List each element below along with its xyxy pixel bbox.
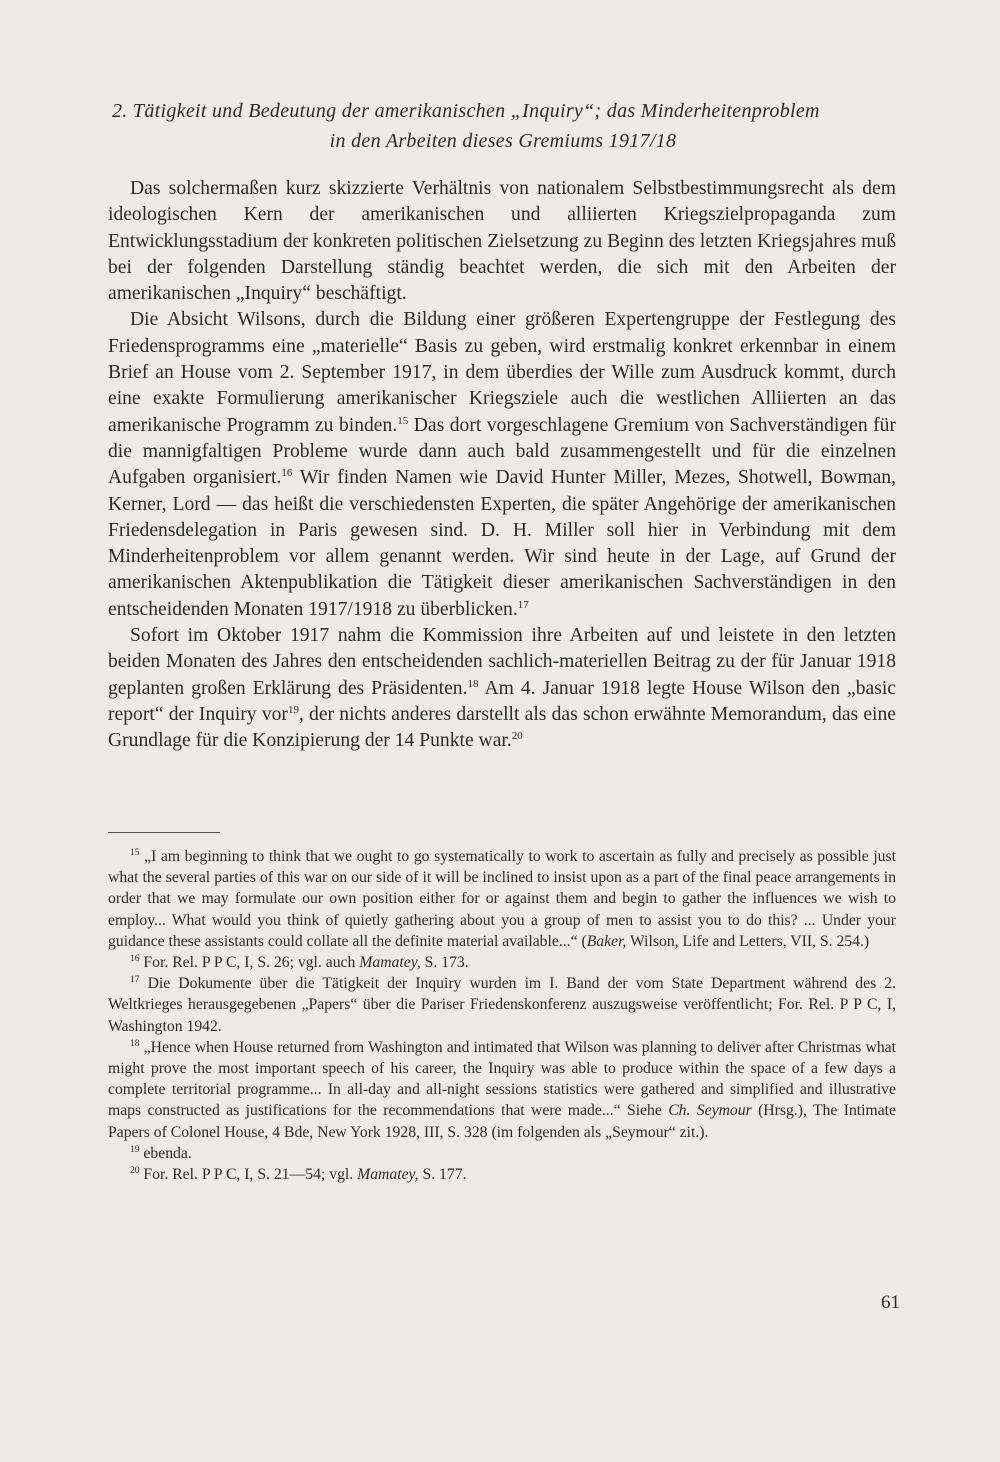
paragraph-1: Das solchermaßen kurz skizzierte Verhältnis von nationalem Selbstbestimmungsrecht als dem ideologischen Kern der amerikanischen und alliierten Kriegszielpropaganda zum Entwicklungsstadium der konkreten politischen Zielsetzung zu Beginn des letzten Kriegsjahres muß bei der folgenden Darstellung ständig beachtet werden, die sich mit den Arbeiten der amerikanischen „Inquiry“ beschäftigt. xyxy=(108,178,896,305)
page-number: 61 xyxy=(881,1292,900,1313)
footnote-author: Ch. Seymour xyxy=(668,1102,752,1120)
footnote-tail: (Hrsg.), The Intimate Papers of Colonel House, 4 Bde, New York 1928, III, S. 328 (im folgenden als „Seymour“ zit.). xyxy=(108,1102,896,1141)
footnote-text: „I am beginning to think that we ought to go systematically to work to ascertain as fully and precisely as possible just what the several parties of this war on our side of it will be inclined to insist upon as a part of the final peace arrangements in order that we may formulate our own position either for or against them and begin to gather the influences we wish to employ... What would you think of quietly gathering about you a group of men to assist you to do this? ... Under your guidance these assistants could collate all the definite material available...“ ( xyxy=(108,848,896,950)
footnotes xyxy=(108,846,896,1185)
footnote-18 xyxy=(108,1037,896,1143)
footnote-ref-19: 19 xyxy=(287,703,299,716)
footnote-17 xyxy=(108,973,896,1037)
paragraph-2-part-b: Das dort vorgeschlagene Gremium von Sachverständigen für die mannigfaltigen Probleme wurde dann auch bald zusammengestellt und für die einzelnen Aufgaben organisiert. xyxy=(108,414,897,489)
body-text xyxy=(108,176,896,755)
footnote-number: 17 xyxy=(130,975,140,986)
footnote-ref-20: 20 xyxy=(511,730,523,743)
paragraph-3-part-b: Am 4. Januar 1918 legte House Wilson den „basic report“ der Inquiry vor xyxy=(108,677,896,725)
footnote-number: 16 xyxy=(130,954,140,965)
footnote-author: Mamatey, xyxy=(359,954,421,972)
footnote-text: For. Rel. P P C, I, S. 21—54; vgl. xyxy=(143,1166,358,1184)
footnote-number: 20 xyxy=(130,1166,140,1177)
footnote-ref-17: 17 xyxy=(517,598,529,611)
footnote-15 xyxy=(108,846,896,952)
footnote-20 xyxy=(108,1164,896,1185)
paragraph-2-part-a: Die Absicht Wilsons, durch die Bildung einer größeren Expertengruppe der Festlegung des Friedensprogramms eine „materielle“ Basis zu geben, wird erstmalig konkret erkennbar in einem Brief an House vom 2. September 1917, in dem überdies der Wille zum Ausdruck kommt, durch eine exakte Formulierung amerikanischer Kriegsziele auch die westlichen Alliierten an das amerikanische Programm zu binden. xyxy=(108,309,896,436)
footnote-number: 18 xyxy=(130,1038,140,1049)
footnote-text: For. Rel. P P C, I, S. 26; vgl. auch xyxy=(143,954,360,972)
footnote-tail: Wilson, Life and Letters, VII, S. 254.) xyxy=(626,932,870,950)
footnote-text: „Hence when House returned from Washington and intimated that Wilson was planning to deliver after Christmas what might prove the most important speech of his career, the Inquiry was able to produce within the space of a few days a complete territorial programme... In all-day and all-night sessions statistics were gathered and simplified and illustrative maps constructed as justifications for the recommendations that were made...“ Siehe xyxy=(108,1038,896,1120)
footnote-author: Baker, xyxy=(586,932,627,950)
paragraph-3-part-c: , der nichts anderes darstellt als das schon erwähnte Memorandum, das eine Grundlage für die Konzipierung der 14 Punkte war. xyxy=(108,703,896,752)
footnote-text: Die Dokumente über die Tätigkeit der Inquiry wurden im I. Band der vom State Department während des 2. Weltkrieges herausgegebenen „Papers“ über die Pariser Friedenskonferenz auszugsweise veröffentlicht; For. Rel. P P C, I, Washington 1942. xyxy=(108,975,896,1035)
footnote-author: Mamatey, xyxy=(357,1166,419,1184)
footnote-ref-16: 16 xyxy=(281,467,293,480)
footnote-separator xyxy=(108,832,220,833)
footnote-tail: S. 173. xyxy=(420,954,469,972)
section-heading-line-1: 2. Tätigkeit und Bedeutung der amerikanischen „Inquiry“; das Minderheitenproblem xyxy=(112,100,820,122)
section-heading-line-2: in den Arbeiten dieses Gremiums 1917/18 xyxy=(329,130,677,152)
paragraph-2-part-c: Wir finden Namen wie David Hunter Miller, Mezes, Shotwell, Bowman, Kerner, Lord — das heißt die verschiedensten Experten, die später Angehörige der amerikanischen Friedensdelegation in Paris gewesen sind. D. H. Miller soll hier in Verbindung mit dem Minderheitenproblem vor allem genannt werden. Wir sind heute in der Lage, auf Grund der amerikanischen Aktenpublikation die Tätigkeit dieser amerikanischen Sachverständigen in den entscheidenden Monaten 1917/1918 zu überblicken. xyxy=(108,467,896,620)
section-heading xyxy=(108,96,898,156)
paragraph-3-part-a: Sofort im Oktober 1917 nahm die Kommission ihre Arbeiten auf und leistete in den letzten beiden Monaten des Jahres den entscheidenden sachlich-materiellen Beitrag zu der für Januar 1918 geplanten großen Erklärung des Präsidenten. xyxy=(108,625,896,699)
paragraph-3 xyxy=(108,623,896,754)
footnote-ref-18: 18 xyxy=(467,677,479,690)
footnote-tail: S. 177. xyxy=(418,1166,467,1184)
footnote-number: 19 xyxy=(130,1144,140,1155)
paragraph-2 xyxy=(108,307,896,623)
footnote-text: ebenda. xyxy=(143,1144,192,1162)
footnote-16 xyxy=(108,952,896,973)
footnote-ref-15: 15 xyxy=(397,414,409,427)
footnote-19 xyxy=(108,1143,896,1164)
footnote-number: 15 xyxy=(130,848,140,858)
